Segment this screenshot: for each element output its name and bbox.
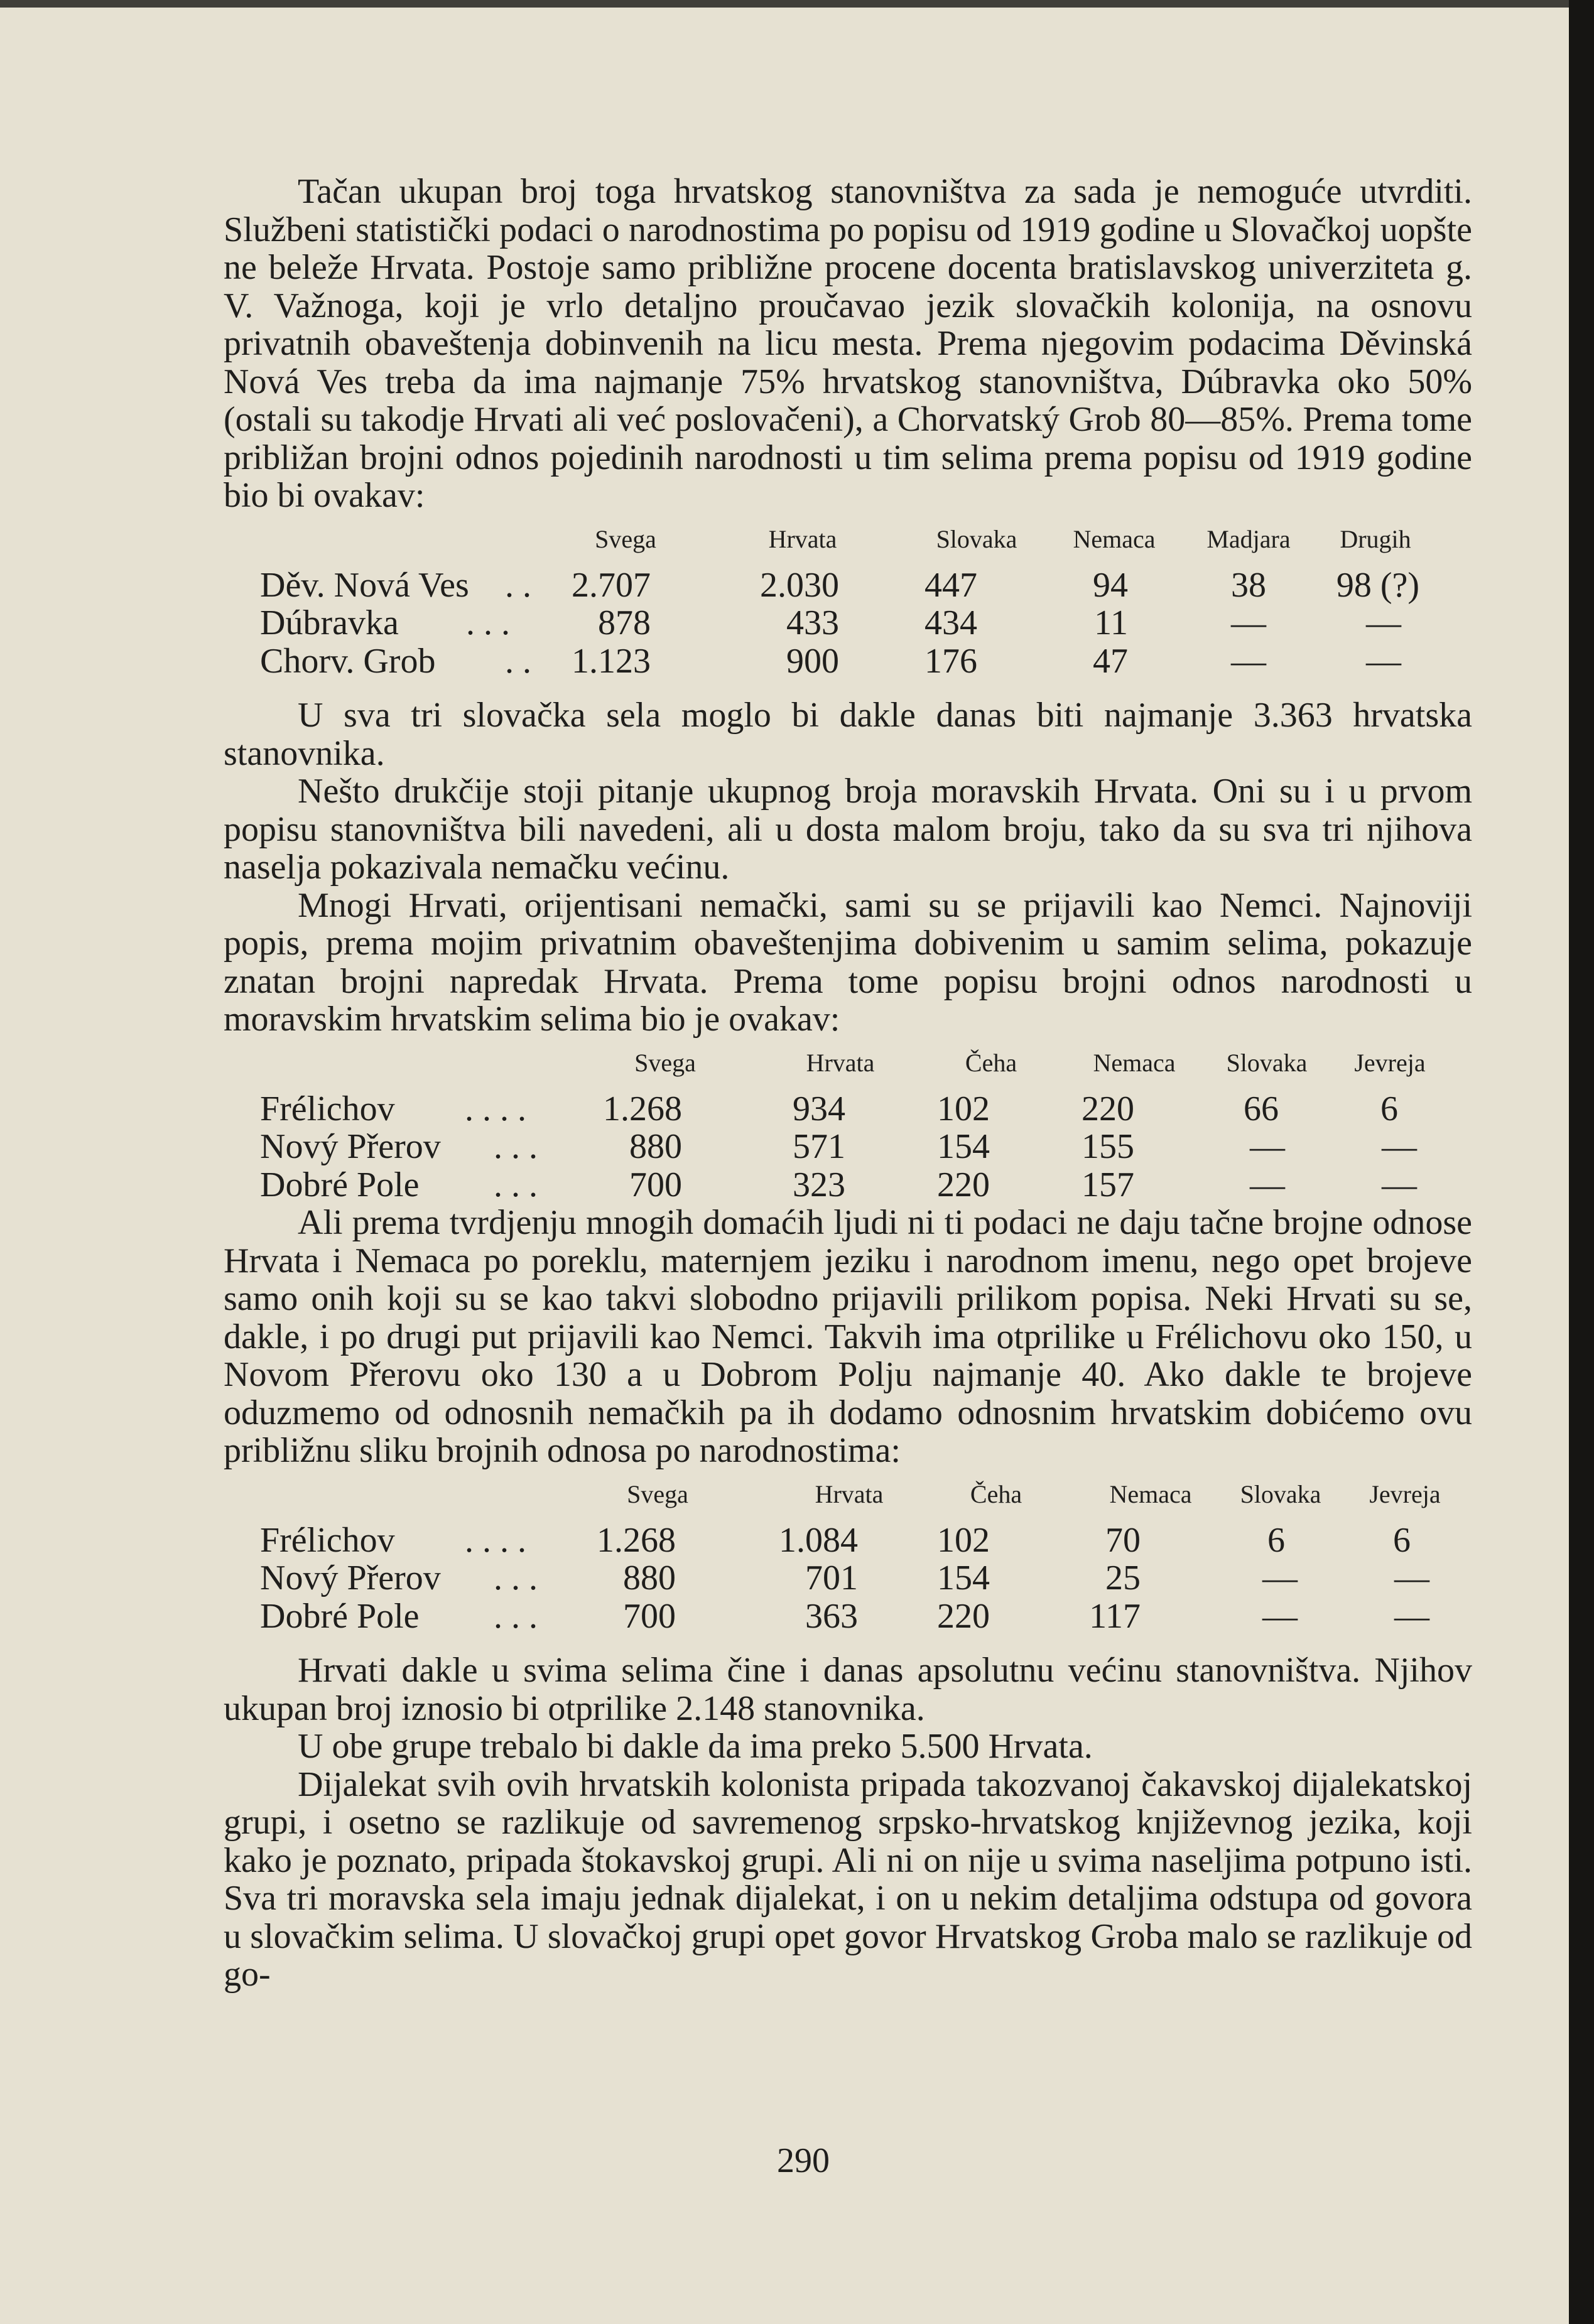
row-leader-dots: . . <box>505 565 531 605</box>
row-label: Nový Přerov <box>260 1127 441 1166</box>
col-header-svega: Svega <box>634 1049 696 1077</box>
cell-ceha: 220 <box>937 1596 990 1636</box>
paragraph-moravian-croats: Nešto drukčije stoji pitanje ukupnog broja moravskih Hrvata. Oni su i u prvom popisu stanovništva bili navedeni, ali u dosta malom broju, tako da su sva tri njihova naselja pokazivala nemačku većinu. <box>224 772 1472 887</box>
row-label: Dobré Pole <box>260 1596 420 1636</box>
cell-hrvata: 571 <box>793 1127 845 1166</box>
cell-drugih: 98 (?) <box>1336 565 1419 605</box>
table-header-row <box>224 1481 1472 1521</box>
col-header-slovaka: Slovaka <box>1226 1049 1308 1077</box>
table-row <box>224 1166 1472 1204</box>
row-label: Frélichov <box>260 1520 395 1560</box>
cell-svega: 880 <box>629 1127 682 1166</box>
cell-svega: 1.268 <box>597 1520 676 1560</box>
cell-hrvata: 1.084 <box>779 1520 858 1560</box>
table-row <box>224 642 1472 681</box>
cell-jevreja: 6 <box>1393 1520 1411 1560</box>
table-row <box>224 1128 1472 1166</box>
cell-nemaca: 155 <box>1082 1127 1134 1166</box>
cell-hrvata: 433 <box>786 603 839 642</box>
table-header-row <box>224 1050 1472 1090</box>
paragraph-absolute-majority: Hrvati dakle u svima selima čine i danas apsolutnu većinu stanovništva. Njihov ukupan broj iznosio bi otprilike 2.148 stanovnika. <box>224 1651 1472 1728</box>
cell-hrvata: 323 <box>793 1165 845 1204</box>
paragraph-population-intro: Tačan ukupan broj toga hrvatskog stanovništva za sada je nemoguće utvrditi. Službeni statistički podaci o narodnostima po popisu od 1919 godine u Slovačkoj uopšte ne beleže Hrvata. Postoje samo približne procene docenta bratislavskog univerziteta g. V. Važnoga, koji je vrlo detaljno proučavao jezik slovačkih kolonija, na osnovu privatnih obaveštenja dobinvenih na licu mesta. Prema njegovim podacima Děvinská Nová Ves treba da ima najmanje 75% hrvatskog stanovništva, Dúbravka oko 50% (ostali su takodje Hrvati ali već poslovačeni), a Chorvatský Grob 80—85%. Prema tome približan brojni odnos pojedinih narodnosti u tim selima prema popisu od 1919 godine bio bi ovakav: <box>224 172 1472 515</box>
page-right-edge <box>1569 0 1594 2324</box>
row-label: Děv. Nová Ves <box>260 565 469 605</box>
table-moravian-villages-census <box>224 1050 1472 1204</box>
paragraph-total-croats: U obe grupe trebalo bi dakle da ima preko 5.500 Hrvata. <box>298 1727 1093 1766</box>
cell-nemaca: 47 <box>1093 641 1128 681</box>
table-slovak-villages <box>224 526 1472 681</box>
table-row <box>224 1521 1472 1560</box>
row-leader-dots: . . <box>505 641 531 681</box>
cell-nemaca: 11 <box>1094 603 1128 642</box>
cell-jevreja: — <box>1394 1596 1429 1636</box>
row-label: Chorv. Grob <box>260 641 436 681</box>
col-header-nemaca: Nemaca <box>1073 525 1156 553</box>
paragraph-census-moravia: Mnogi Hrvati, orijentisani nemački, sami su se prijavili kao Nemci. Najnoviji popis, prema mojim privatnim obaveštenjima dobivenim u samim selima, pokazuje znatan brojni napredak Hrvata. Prema tome popisu brojni odnos narodnosti u moravskim hrvatskim selima bio je ovakav: <box>224 885 1472 1039</box>
cell-madjara: — <box>1231 603 1266 642</box>
col-header-hrvata: Hrvata <box>768 525 837 553</box>
row-leader-dots: . . . <box>494 1165 538 1204</box>
col-header-nemaca: Nemaca <box>1109 1480 1192 1508</box>
table-row <box>224 1597 1472 1636</box>
cell-jevreja: — <box>1394 1559 1429 1597</box>
cell-svega: 878 <box>598 603 651 642</box>
row-leader-dots: . . . <box>494 1127 538 1166</box>
row-label: Dúbravka <box>260 603 399 642</box>
cell-hrvata: 701 <box>805 1559 858 1597</box>
cell-slovaka: — <box>1250 1127 1285 1166</box>
row-leader-dots: . . . . <box>465 1089 526 1128</box>
cell-svega: 1.268 <box>603 1089 682 1128</box>
cell-ceha: 154 <box>937 1559 990 1597</box>
row-leader-dots: . . . <box>466 603 510 642</box>
paragraph-census-correction: Ali prema tvrdjenju mnogih domaćih ljudi ni ti podaci ne daju tačne brojne odnose Hrvata i Nemaca po poreklu, maternjem jeziku i narodnom imenu, nego opet brojeve samo onih koji su se kao takvi slobodno prijavili prilikom popisa. Neki Hrvati su se, dakle, i po drugi put prijavili kao Nemci. Takvih ima otprilike u Frélichovu oko 150, u Novom Přerovu oko 130 a u Dobrom Polju najmanje 40. Ako dakle te brojeve oduzmemo od odnosnih nemačkih pa ih dodamo odnosnim hrvatskim dobićemo ovu približnu sliku brojnih odnosa po narodnostima: <box>224 1203 1472 1470</box>
page-body <box>224 173 1472 1994</box>
col-header-slovaka: Slovaka <box>1240 1480 1321 1508</box>
table-row <box>224 1090 1472 1128</box>
col-header-slovaka: Slovaka <box>936 525 1017 553</box>
col-header-hrvata: Hrvata <box>806 1049 875 1077</box>
cell-slovaka: 66 <box>1244 1089 1279 1128</box>
cell-nemaca: 220 <box>1082 1089 1134 1128</box>
row-label: Nový Přerov <box>260 1559 441 1597</box>
cell-madjara: 38 <box>1231 565 1266 605</box>
cell-ceha: 102 <box>937 1089 990 1128</box>
cell-svega: 2.707 <box>572 565 651 605</box>
cell-slovaka: 447 <box>924 565 977 605</box>
cell-slovaka: 6 <box>1267 1520 1285 1560</box>
table-header-row <box>224 526 1472 566</box>
paragraph-slovak-total: U sva tri slovačka sela moglo bi dakle danas biti najmanje 3.363 hrvatska stanovnika. <box>224 696 1472 773</box>
cell-nemaca: 157 <box>1082 1165 1134 1204</box>
cell-madjara: — <box>1231 641 1266 681</box>
cell-svega: 1.123 <box>572 641 651 681</box>
cell-drugih: — <box>1366 603 1401 642</box>
table-row <box>224 604 1472 642</box>
cell-svega: 700 <box>629 1165 682 1204</box>
col-header-jevreja: Jevreja <box>1369 1480 1441 1508</box>
page-number: 290 <box>777 2141 830 2180</box>
cell-svega: 700 <box>623 1596 676 1636</box>
cell-jevreja: — <box>1382 1165 1417 1204</box>
table-moravian-villages-corrected <box>224 1481 1472 1636</box>
cell-drugih: — <box>1366 641 1401 681</box>
cell-jevreja: — <box>1382 1127 1417 1166</box>
cell-nemaca: 94 <box>1093 565 1128 605</box>
paragraph-dialect: Dijalekat svih ovih hrvatskih kolonista pripada takozvanoj čakavskoj dijalekatskoj grupi, i osetno se razlikuje od savremenog srpsko-hrvatskog književnog jezika, koji kako je poznato, pripada štokavskoj grupi. Ali ni on nije u svima naseljima potpuno isti. Sva tri moravska sela imaju jednak dijalekat, i on u nekim detaljima odstupa od govora u slovačkim selima. U slovačkoj grupi opet govor Hrvatskog Groba malo se razlikuje od go- <box>224 1765 1472 1994</box>
row-leader-dots: . . . <box>494 1559 538 1597</box>
cell-jevreja: 6 <box>1380 1089 1398 1128</box>
row-leader-dots: . . . <box>494 1596 538 1636</box>
cell-nemaca: 25 <box>1105 1559 1141 1597</box>
cell-slovaka: — <box>1250 1165 1285 1204</box>
cell-svega: 880 <box>623 1559 676 1597</box>
cell-slovaka: — <box>1262 1559 1298 1597</box>
table-row <box>224 1559 1472 1597</box>
cell-ceha: 102 <box>937 1520 990 1560</box>
table-row <box>224 566 1472 605</box>
cell-hrvata: 363 <box>805 1596 858 1636</box>
cell-slovaka: — <box>1262 1596 1298 1636</box>
cell-ceha: 220 <box>937 1165 990 1204</box>
cell-nemaca: 117 <box>1089 1596 1141 1636</box>
page-top-edge <box>0 0 1569 8</box>
col-header-drugih: Drugih <box>1340 525 1411 553</box>
cell-nemaca: 70 <box>1105 1520 1141 1560</box>
col-header-jevreja: Jevreja <box>1354 1049 1426 1077</box>
cell-slovaka: 434 <box>924 603 977 642</box>
cell-slovaka: 176 <box>924 641 977 681</box>
cell-hrvata: 900 <box>786 641 839 681</box>
cell-ceha: 154 <box>937 1127 990 1166</box>
cell-hrvata: 934 <box>793 1089 845 1128</box>
col-header-svega: Svega <box>595 525 656 553</box>
col-header-hrvata: Hrvata <box>815 1480 884 1508</box>
row-leader-dots: . . . . <box>465 1520 526 1560</box>
col-header-ceha: Čeha <box>965 1049 1017 1077</box>
col-header-ceha: Čeha <box>970 1480 1022 1508</box>
col-header-madjara: Madjara <box>1206 525 1291 553</box>
col-header-nemaca: Nemaca <box>1093 1049 1176 1077</box>
row-label: Frélichov <box>260 1089 395 1128</box>
col-header-svega: Svega <box>627 1480 688 1508</box>
row-label: Dobré Pole <box>260 1165 420 1204</box>
cell-hrvata: 2.030 <box>760 565 839 605</box>
